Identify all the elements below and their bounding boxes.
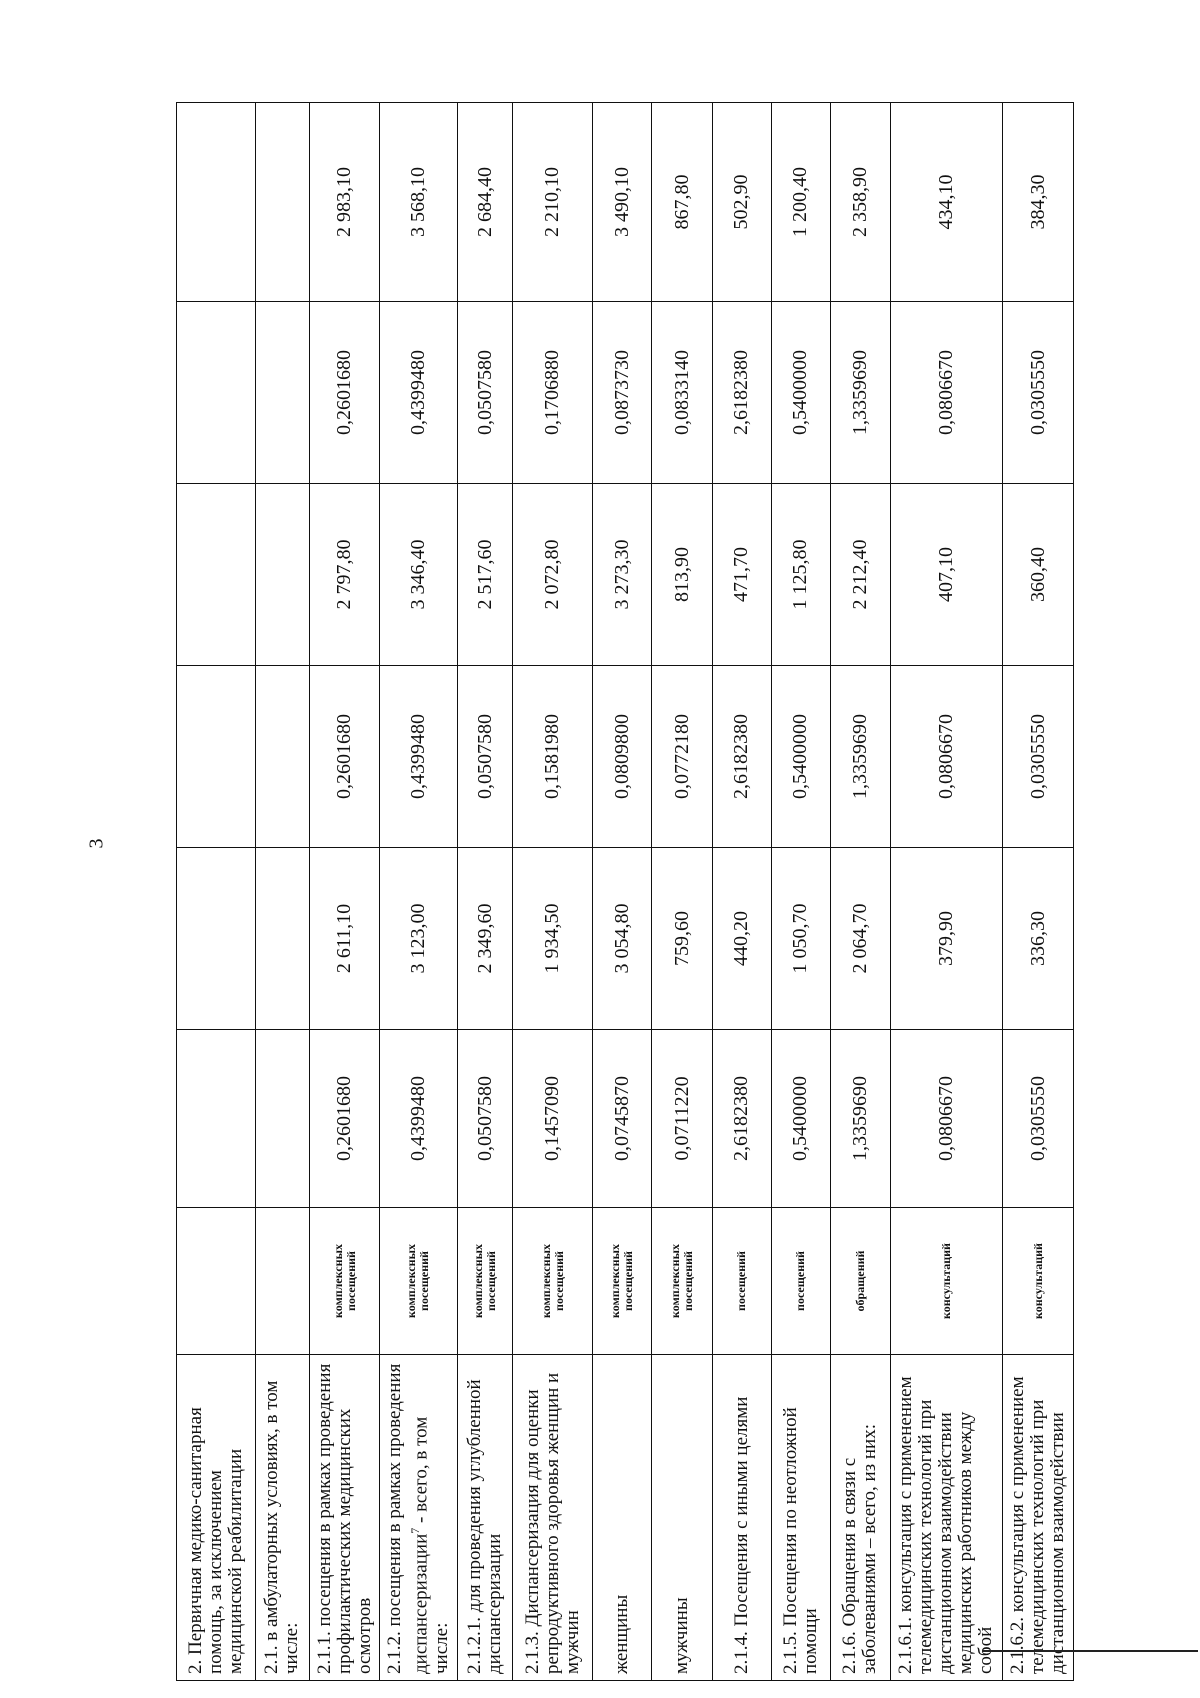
value-cell-c6: 867,80 — [652, 103, 712, 302]
value-cell-c5 — [256, 302, 310, 484]
value-cell-c4: 1 125,80 — [771, 484, 830, 666]
value-cell-c1 — [177, 1030, 256, 1208]
table-row — [380, 103, 457, 1681]
value-cell-c6: 1 200,40 — [771, 103, 830, 302]
row-name: 2.1.3. Диспансеризация для оценки репродуктивного здоровья женщин и мужчин — [521, 1372, 583, 1674]
value-cell-c3: 0,0806670 — [890, 666, 1003, 848]
value-cell-c6: 502,90 — [712, 103, 771, 302]
row-name: 2.1.1. посещения в рамках проведения профилактических медицинских осмотров — [313, 1363, 375, 1674]
value-cell-c4: 360,40 — [1003, 484, 1074, 666]
table-row — [1003, 103, 1074, 1681]
table-row — [712, 103, 771, 1681]
value-cell-c6: 3 568,10 — [380, 103, 457, 302]
value-cell-c1: 0,0305550 — [1003, 1030, 1074, 1208]
unit-cell: комплексных посещений — [380, 1208, 457, 1355]
value-cell-c3: 0,1581980 — [513, 666, 593, 848]
value-cell-c5: 2,6182380 — [712, 302, 771, 484]
value-cell-c6 — [256, 103, 310, 302]
row-name-cell — [593, 1355, 652, 1681]
value-cell-c3 — [177, 666, 256, 848]
value-cell-c3: 2,6182380 — [712, 666, 771, 848]
value-cell-c4: 2 072,80 — [513, 484, 593, 666]
value-cell-c6: 434,10 — [890, 103, 1003, 302]
value-cell-c2 — [177, 848, 256, 1030]
value-cell-c4: 2 212,40 — [830, 484, 890, 666]
table-row — [771, 103, 830, 1681]
value-cell-c6: 2 983,10 — [309, 103, 380, 302]
unit-cell: консультаций — [1003, 1208, 1074, 1355]
value-cell-c2: 440,20 — [712, 848, 771, 1030]
value-cell-c2: 379,90 — [890, 848, 1003, 1030]
value-cell-c6: 2 358,90 — [830, 103, 890, 302]
row-name-cell — [771, 1355, 830, 1681]
value-cell-c3: 0,0809800 — [593, 666, 652, 848]
value-cell-c1: 0,5400000 — [771, 1030, 830, 1208]
table-row — [256, 103, 310, 1681]
table-row — [309, 103, 380, 1681]
row-name-cell — [309, 1355, 380, 1681]
unit-cell: комплексных посещений — [593, 1208, 652, 1355]
row-name-cell — [380, 1355, 457, 1681]
value-cell-c6: 384,30 — [1003, 103, 1074, 302]
value-cell-c4: 407,10 — [890, 484, 1003, 666]
table-row — [177, 103, 256, 1681]
row-name-cell — [830, 1355, 890, 1681]
value-cell-c2: 3 054,80 — [593, 848, 652, 1030]
value-cell-c5: 0,0305550 — [1003, 302, 1074, 484]
value-cell-c5: 0,0873730 — [593, 302, 652, 484]
row-name: 2.1.6.2. консультация с применением телемедицинских технологий при дистанционном взаимодействии — [1007, 1376, 1069, 1674]
unit-cell: комплексных посещений — [309, 1208, 380, 1355]
value-cell-c6: 3 490,10 — [593, 103, 652, 302]
unit-cell — [256, 1208, 310, 1355]
value-cell-c6: 2 684,40 — [457, 103, 513, 302]
value-cell-c5: 0,1706880 — [513, 302, 593, 484]
value-cell-c4: 3 273,30 — [593, 484, 652, 666]
table-row — [652, 103, 712, 1681]
row-name-tail: - всего, в том числе: — [410, 1416, 452, 1674]
row-name: 2. Первичная медико-санитарная помощь, за исключением медицинской реабилитации — [185, 1407, 246, 1674]
unit-cell: комплексных посещений — [513, 1208, 593, 1355]
value-cell-c1: 0,0806670 — [890, 1030, 1003, 1208]
row-name-cell — [712, 1355, 771, 1681]
unit-cell: обращений — [830, 1208, 890, 1355]
value-cell-c3 — [256, 666, 310, 848]
value-cell-c4: 2 797,80 — [309, 484, 380, 666]
unit-cell: посещений — [712, 1208, 771, 1355]
row-name-cell — [890, 1355, 1003, 1681]
value-cell-c5: 0,5400000 — [771, 302, 830, 484]
row-name: 2.1.6. Обращения в связи с заболеваниями – всего, из них: — [839, 1423, 881, 1674]
value-cell-c6 — [177, 103, 256, 302]
value-cell-c1 — [256, 1030, 310, 1208]
value-cell-c1: 0,0507580 — [457, 1030, 513, 1208]
unit-cell: посещений — [771, 1208, 830, 1355]
value-cell-c5: 0,2601680 — [309, 302, 380, 484]
value-cell-c5 — [177, 302, 256, 484]
unit-cell: консультаций — [890, 1208, 1003, 1355]
row-name: 2.1. в амбулаторных условиях, в том числе: — [261, 1380, 303, 1674]
value-cell-c2: 3 123,00 — [380, 848, 457, 1030]
value-cell-c1: 0,0745870 — [593, 1030, 652, 1208]
value-cell-c1: 0,4399480 — [380, 1030, 457, 1208]
row-name-cell — [652, 1355, 712, 1681]
row-name-cell — [457, 1355, 513, 1681]
value-cell-c1: 0,2601680 — [309, 1030, 380, 1208]
unit-cell: комплексных посещений — [652, 1208, 712, 1355]
value-cell-c3: 0,2601680 — [309, 666, 380, 848]
unit-cell — [177, 1208, 256, 1355]
value-cell-c2: 759,60 — [652, 848, 712, 1030]
row-name: мужчины — [671, 1597, 692, 1674]
value-cell-c1: 2,6182380 — [712, 1030, 771, 1208]
value-cell-c4: 813,90 — [652, 484, 712, 666]
value-cell-c2 — [256, 848, 310, 1030]
value-cell-c2: 2 611,10 — [309, 848, 380, 1030]
row-name: 2.1.4. Посещения с иными целями — [730, 1396, 752, 1674]
row-name-cell — [256, 1355, 310, 1681]
value-cell-c3: 0,5400000 — [771, 666, 830, 848]
value-cell-c4: 2 517,60 — [457, 484, 513, 666]
row-name-cell — [513, 1355, 593, 1681]
tariff-table — [176, 102, 1074, 1681]
value-cell-c4 — [256, 484, 310, 666]
value-cell-c3: 0,4399480 — [380, 666, 457, 848]
value-cell-c5: 0,0507580 — [457, 302, 513, 484]
value-cell-c1: 1,3359690 — [830, 1030, 890, 1208]
table-row — [890, 103, 1003, 1681]
row-name: 2.1.2. посещения в рамках проведения диспансеризации — [384, 1363, 432, 1674]
value-cell-c4: 3 346,40 — [380, 484, 457, 666]
value-cell-c5: 0,0833140 — [652, 302, 712, 484]
value-cell-c2: 1 934,50 — [513, 848, 593, 1030]
value-cell-c4: 471,70 — [712, 484, 771, 666]
value-cell-c4 — [177, 484, 256, 666]
row-name: 2.1.6.1. консультация с применением телемедицинских технологий при дистанционном взаимодействии медицинских работников между собой — [895, 1376, 997, 1674]
row-name-cell — [177, 1355, 256, 1681]
table-row — [513, 103, 593, 1681]
table-row — [830, 103, 890, 1681]
page-number: 3 — [85, 838, 108, 849]
value-cell-c1: 0,1457090 — [513, 1030, 593, 1208]
value-cell-c2: 2 064,70 — [830, 848, 890, 1030]
footnote-ref: 7 — [408, 1527, 423, 1534]
value-cell-c5: 0,0806670 — [890, 302, 1003, 484]
value-cell-c2: 1 050,70 — [771, 848, 830, 1030]
value-cell-c5: 1,3359690 — [830, 302, 890, 484]
row-name: 2.1.5. Посещения по неотложной помощи — [779, 1407, 821, 1674]
value-cell-c6: 2 210,10 — [513, 103, 593, 302]
value-cell-c1: 0,0711220 — [652, 1030, 712, 1208]
unit-cell: комплексных посещений — [457, 1208, 513, 1355]
value-cell-c3: 1,3359690 — [830, 666, 890, 848]
row-name-cell — [1003, 1355, 1074, 1681]
value-cell-c3: 0,0507580 — [457, 666, 513, 848]
value-cell-c2: 2 349,60 — [457, 848, 513, 1030]
rotated-table-wrapper — [176, 103, 1074, 1681]
row-name: 2.1.2.1. для проведения углубленной диспансеризации — [464, 1379, 505, 1674]
table-row — [593, 103, 652, 1681]
table-row — [457, 103, 513, 1681]
footer-line — [982, 1650, 1198, 1652]
value-cell-c2: 336,30 — [1003, 848, 1074, 1030]
value-cell-c5: 0,4399480 — [380, 302, 457, 484]
row-name: женщины — [611, 1594, 633, 1674]
value-cell-c3: 0,0772180 — [652, 666, 712, 848]
value-cell-c3: 0,0305550 — [1003, 666, 1074, 848]
